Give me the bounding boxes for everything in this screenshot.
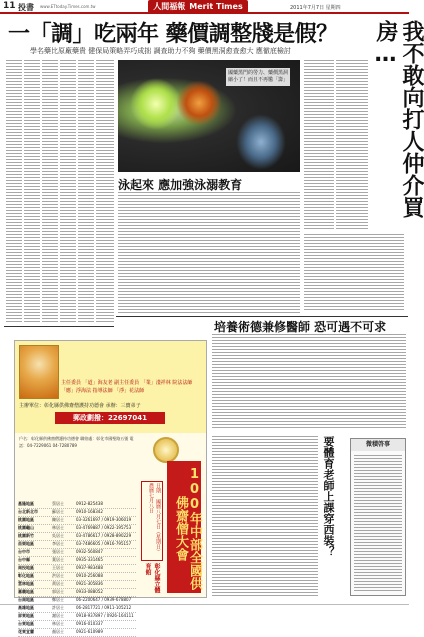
table-cell: 郭居士 <box>52 589 64 594</box>
table-cell: 王居士 <box>52 565 64 570</box>
table-cell: 0921-305836 <box>76 581 103 586</box>
table-cell: 林居士 <box>52 525 64 530</box>
table-cell: 嘉義地區 <box>18 589 34 594</box>
table-row <box>18 533 136 541</box>
notice-box <box>350 438 406 596</box>
page-footer <box>0 604 409 617</box>
right-column-title: 我不敢向打人仲介買房… <box>373 20 424 218</box>
notice-box-title: 微積啓事 <box>351 439 405 451</box>
divider <box>4 326 114 327</box>
table-row <box>18 525 136 533</box>
table-cell: 彰化地區 <box>18 573 34 578</box>
article-column <box>212 436 318 596</box>
masthead-cn: 人間福報 <box>153 2 186 11</box>
masthead <box>148 0 248 13</box>
table-cell: 0910-256088 <box>76 573 103 578</box>
main-subheadline: 學名藥比原廠藥貴 健保局策略弄巧成拙 調查助力不夠 藥價黑洞愈查愈大 應徹底檢討 <box>30 47 291 55</box>
article-column <box>118 192 300 314</box>
main-headline: 一「調」吃兩年 藥價調整牋是假？ <box>8 22 338 47</box>
table-cell: 雲林地區 <box>18 581 34 586</box>
page-number: 11 <box>3 1 16 11</box>
table-cell: 03-4769887 / 0922-195753 <box>76 525 132 530</box>
table-cell: 謝居士 <box>52 613 64 618</box>
table-cell: 蔡居士 <box>52 501 64 506</box>
table-cell: 基隆地區 <box>18 501 34 506</box>
table-cell: 0935-331465 <box>76 557 103 562</box>
article-column <box>212 334 406 430</box>
table-row <box>18 621 136 629</box>
table-cell: 台中市 <box>18 549 30 554</box>
table-cell: 06-2200647 / 0939-678807 <box>76 597 132 602</box>
table-cell: 許居士 <box>52 605 64 610</box>
article-column <box>336 60 368 230</box>
section-label: 投書 <box>18 3 34 12</box>
table-row <box>18 629 136 637</box>
table-cell: 0912-825438 <box>76 501 103 506</box>
site-url: www.ETtoday.Times.com.tw <box>40 4 96 9</box>
ad-banner <box>15 341 206 433</box>
table-cell: 0937-983488 <box>76 565 103 570</box>
table-row <box>18 541 136 549</box>
table-row <box>18 581 136 589</box>
ad-event-title: 100年中部全國供佛齋僧大會 <box>167 461 201 593</box>
ad-committee: 主任委員 「道」海友老 副主任委員 「業」淺祥林 院法法師 「應」浮海法 指導法師 「淨」花法師 <box>61 380 193 394</box>
article-column <box>42 60 58 322</box>
lower-right-title: 要體育老師上課穿西裝？ <box>322 436 335 557</box>
article-photo <box>118 60 300 172</box>
table-cell: 03-7486605 / 0916-795157 <box>76 541 132 546</box>
table-row <box>18 549 136 557</box>
subheading-doctor: 培養術德兼修醫師 恐可遇不可求 <box>214 320 387 334</box>
ad-contact: 戶名：彰化縣供佛齋僧護持功德會 聯絡處：彰化市國聖路五號 電話：04-7229061 04-7280789 <box>19 436 134 448</box>
table-cell: 0916-010337 <box>76 621 103 626</box>
dharma-logo-icon <box>153 437 179 463</box>
event-advertisement <box>14 340 207 634</box>
ad-date: 日期 國曆八月七日（星期日） 農曆七月八日 <box>141 481 163 561</box>
table-cell: 06-2817721 / 0911-105212 <box>76 605 132 610</box>
article-column <box>304 234 404 312</box>
table-cell: 桃園龜山 <box>18 525 34 530</box>
ad-host: 主辦單位：彰化縣供佛齋僧護持功德會 承辦：三寶弟子 <box>19 403 141 409</box>
table-cell: 吳居士 <box>52 533 64 538</box>
table-cell: 桃園地區 <box>18 517 34 522</box>
table-cell: 林居士 <box>52 621 64 626</box>
subheading-swim: 泳起來 應加強泳溺教育 <box>118 178 243 192</box>
table-cell: 桃園新竹 <box>18 533 34 538</box>
notice-text <box>354 455 402 593</box>
table-row <box>18 565 136 573</box>
table-cell: 0921-610989 <box>76 629 103 634</box>
table-cell: 03-3261697 / 0919-306019 <box>76 517 132 522</box>
table-cell: 屏東地區 <box>18 613 34 618</box>
masthead-en: Merit Times <box>189 2 243 11</box>
photo-caption: 國藥黑門的勞力、藥價黑洞縮小了！而且不再尷「籌」 <box>226 68 290 86</box>
table-cell: 黃居士 <box>52 581 64 586</box>
article-column <box>78 60 94 322</box>
table-cell: 0910-168342 <box>76 509 103 514</box>
table-cell: 0918-937897 / 0926-164111 <box>76 613 134 618</box>
table-cell: 李居士 <box>52 541 64 546</box>
table-row <box>18 573 136 581</box>
article-column <box>24 60 40 322</box>
table-row <box>18 589 136 597</box>
table-cell: 0933-088052 <box>76 589 103 594</box>
table-row <box>18 501 136 509</box>
issue-date: 2011年7月7日 星期四 <box>290 5 341 11</box>
article-column <box>96 60 114 322</box>
table-cell: 台東地區 <box>18 621 34 626</box>
table-cell: 洪居士 <box>52 573 64 578</box>
table-row <box>18 509 136 517</box>
table-cell: 苗栗地區 <box>18 541 34 546</box>
table-cell: 0932-560847 <box>76 549 103 554</box>
table-cell: 台北新北市 <box>18 509 38 514</box>
table-cell: 台南地區 <box>18 597 34 602</box>
table-cell: 南投地區 <box>18 565 34 570</box>
buddha-image <box>19 345 59 399</box>
table-row <box>18 557 136 565</box>
table-cell: 蘇居士 <box>52 509 64 514</box>
table-row <box>18 517 136 525</box>
table-cell: 高雄地區 <box>18 605 34 610</box>
table-cell: 陳居士 <box>52 517 64 522</box>
article-column <box>60 60 76 322</box>
table-cell: 鄭居士 <box>52 597 64 602</box>
divider <box>116 316 408 317</box>
article-column <box>6 60 22 322</box>
article-column <box>304 60 334 230</box>
ad-venue: 彰化縣立體育館 <box>144 563 160 593</box>
table-cell: 台中縣 <box>18 557 30 562</box>
table-cell: 花東宜蘭 <box>18 629 34 634</box>
table-cell: 張居士 <box>52 549 64 554</box>
table-cell: 顏居士 <box>52 629 64 634</box>
table-cell: 03-4786617 / 0928-890229 <box>76 533 132 538</box>
table-cell: 葉居士 <box>52 557 64 562</box>
ad-account: 郵政劃撥：22697041 <box>55 412 165 424</box>
